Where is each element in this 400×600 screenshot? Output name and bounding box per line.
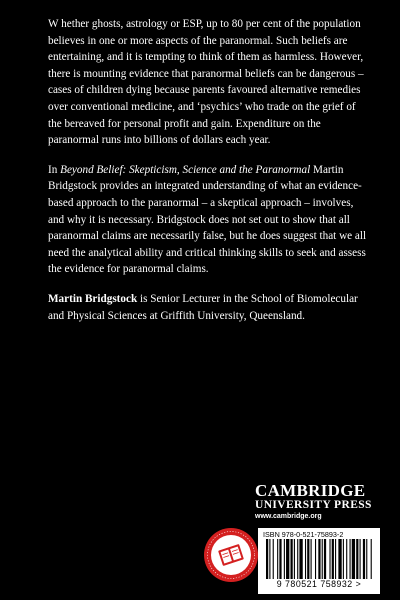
- publisher-url: www.cambridge.org: [255, 513, 322, 520]
- barcode-bar: [305, 539, 306, 579]
- author-name: Martin Bridgstock: [48, 292, 138, 305]
- barcode-bar: [363, 539, 365, 579]
- paragraph-2-prefix: In: [48, 163, 61, 176]
- barcode-bar: [277, 539, 278, 579]
- blurb-text: [48, 16, 370, 337]
- barcode-bar: [284, 539, 285, 579]
- isbn-box: [258, 528, 380, 594]
- author-bio: is Senior Lecturer in the School of Biomolecular and Physical Sciences at Griffith University, Queensland.: [48, 292, 358, 322]
- barcode-bar: [332, 539, 334, 579]
- barcode-bar: [324, 539, 326, 579]
- barcode-icon: [266, 539, 374, 579]
- barcode-bar: [266, 539, 268, 579]
- publisher-subname: UNIVERSITY PRESS: [255, 499, 372, 511]
- barcode-bar: [279, 539, 281, 579]
- barcode-bar: [338, 539, 341, 579]
- barcode-bar: [286, 539, 289, 579]
- barcode-bar: [352, 539, 355, 579]
- barcode-bar: [329, 539, 330, 579]
- barcode-bar: [366, 539, 367, 579]
- barcode-bar: [290, 539, 292, 579]
- paragraph-2-rest: Martin Bridgstock provides an integrated understanding of what an evidence-based approach to the paranormal – a skeptical approach – involves, and why it is necessary. Bridgstock does not set out to show that all paranormal claims are necessarily false, but he does suggest that we all need the analytical ability and critical thinking skills to seek and assess the evidence for paranormal claims.: [48, 163, 367, 276]
- barcode-bar: [299, 539, 302, 579]
- barcode-bar: [273, 539, 274, 579]
- barcode-bar: [356, 539, 358, 579]
- barcode-bar: [335, 539, 336, 579]
- barcode-bar: [297, 539, 298, 579]
- barcode-bar: [322, 539, 323, 579]
- blurb-paragraph-1: W hether ghosts, astrology or ESP, up to 80 per cent of the population believes in one or more aspects of the paranormal. Such beliefs are entertaining, and it is tempting to think of them as harmless. However, there is mounting evidence that paranormal beliefs can be dangerous – cases of children dying because parents favoured alternative remedies over conventional medicine, and ‘psychics’ who trade on the grief of the bereaved for personal profit and gain. Expenditure on the paranormal runs into billions of dollars each year.: [48, 18, 364, 147]
- barcode-bar: [350, 539, 351, 579]
- barcode-bar: [307, 539, 309, 579]
- barcode-bar: [371, 539, 372, 579]
- isbn-label: ISBN 978-0-521-75893-2: [263, 530, 344, 539]
- publisher-name: CAMBRIDGE: [255, 481, 366, 500]
- barcode-bar: [318, 539, 320, 579]
- recycling-badge-icon: [203, 527, 259, 583]
- barcode-bar: [311, 539, 312, 579]
- barcode-bar: [294, 539, 295, 579]
- barcode-bar: [360, 539, 361, 579]
- barcode-bar: [343, 539, 344, 579]
- blurb-paragraph-2: [48, 162, 370, 278]
- publisher-logo: [255, 482, 375, 522]
- barcode-digits: 9 780521 758932 >: [276, 579, 362, 589]
- barcode-bar: [315, 539, 316, 579]
- author-paragraph: [48, 291, 370, 324]
- barcode-bar: [269, 539, 270, 579]
- barcode-bar: [346, 539, 347, 579]
- book-title: Beyond Belief: Skepticism, Science and the Paranormal: [60, 163, 311, 176]
